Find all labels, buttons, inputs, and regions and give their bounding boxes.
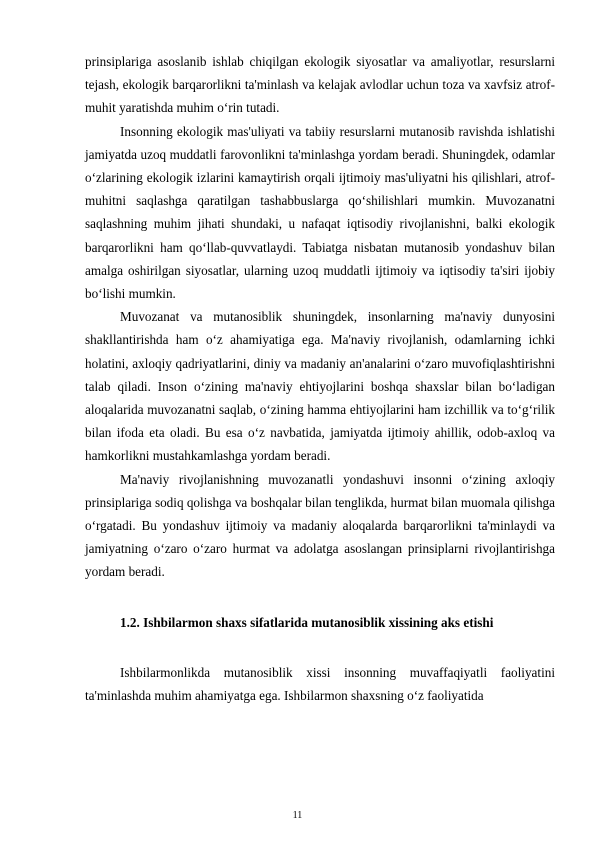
paragraph-continuation: prinsiplariga asoslanib ishlab chiqilgan ekologik siyosatlar va amaliyotlar, resurslarni tejash, ekologik barqarorlikni ta'minlash va kelajak avlodlar uchun toza va xavfsiz atrof-muhit yaratishda muhim o‘rin tutadi. <box>85 54 555 116</box>
paragraph-business-proportion: Ishbilarmonlikda mutanosiblik xissi insonning muvaffaqiyatli faoliyatini ta'minlashda muhim ahamiyatga ega. Ishbilarmon shaxsning o‘z faoliyatida <box>85 664 555 704</box>
paragraph-spiritual-balance: Muvozanat va mutanosiblik shuningdek, insonlarning ma'naviy dunyosini shakllantirishda ham o‘z ahamiyatiga ega. Ma'naviy rivojlanish, odamlarning ichki holatini, axloqiy qadriyatlarini, diniy va madaniy an'analarini o‘zaro muvofiqlashtirishni talab qiladi. Inson o‘zining ma'naviy ehtiyojlarini boshqa shaxslar bilan bo‘ladigan aloqalarida muvozanatni saqlab, o‘zining hamma ehtiyojlarini ham izchillik va to‘g‘rilik bilan ifoda eta oladi. Bu esa o‘z navbatida, jamiyatda ijtimoiy ahillik, odob-axloq va hamkorlikni mustahkamlashga yordam beradi. <box>85 309 555 464</box>
section-heading: 1.2. Ishbilarmon shaxs sifatlarida mutanosiblik xissining aks etishi <box>120 614 494 630</box>
document-page <box>85 50 555 707</box>
paragraph-spiritual-development: Ma'naviy rivojlanishning muvozanatli yondashuvi insonni o‘zining axloqiy prinsiplariga sodiq qolishga va boshqalar bilan tenglikda, hurmat bilan muomala qilishga o‘rgatadi. Bu yondashuv ijtimoiy va madaniy aloqalarda barqarorlikni ta'minlaydi va jamiyatning o‘zaro o‘zaro hurmat va adolatga asoslangan prinsiplarni rivojlantirishga yordam beradi. <box>85 471 555 580</box>
page-number: 11 <box>292 810 303 821</box>
paragraph-ecological-responsibility: Insonning ekologik mas'uliyati va tabiiy resurslarni mutanosib ravishda ishlatishi jamiyatda uzoq muddatli farovonlikni ta'minlashga yordam beradi. Shuningdek, odamlar o‘zlarining ekologik izlarini kamaytirish orqali ijtimoiy mas'uliyatni his qilishlari, atrof-muhitni saqlashga qaratilgan tashabbuslarga qo‘shilishlari mumkin. Muvozanatni saqlashning muhim jihati shundaki, u nafaqat iqtisodiy rivojlanishni, balki ekologik barqarorlikni ham qo‘llab-quvvatlaydi. Tabiatga nisbatan mutanosib yondashuv bilan amalga oshirilgan siyosatlar, ularning uzoq muddatli ijtimoiy va iqtisodiy ta'siri ijobiy bo‘lishi mumkin. <box>85 123 555 302</box>
